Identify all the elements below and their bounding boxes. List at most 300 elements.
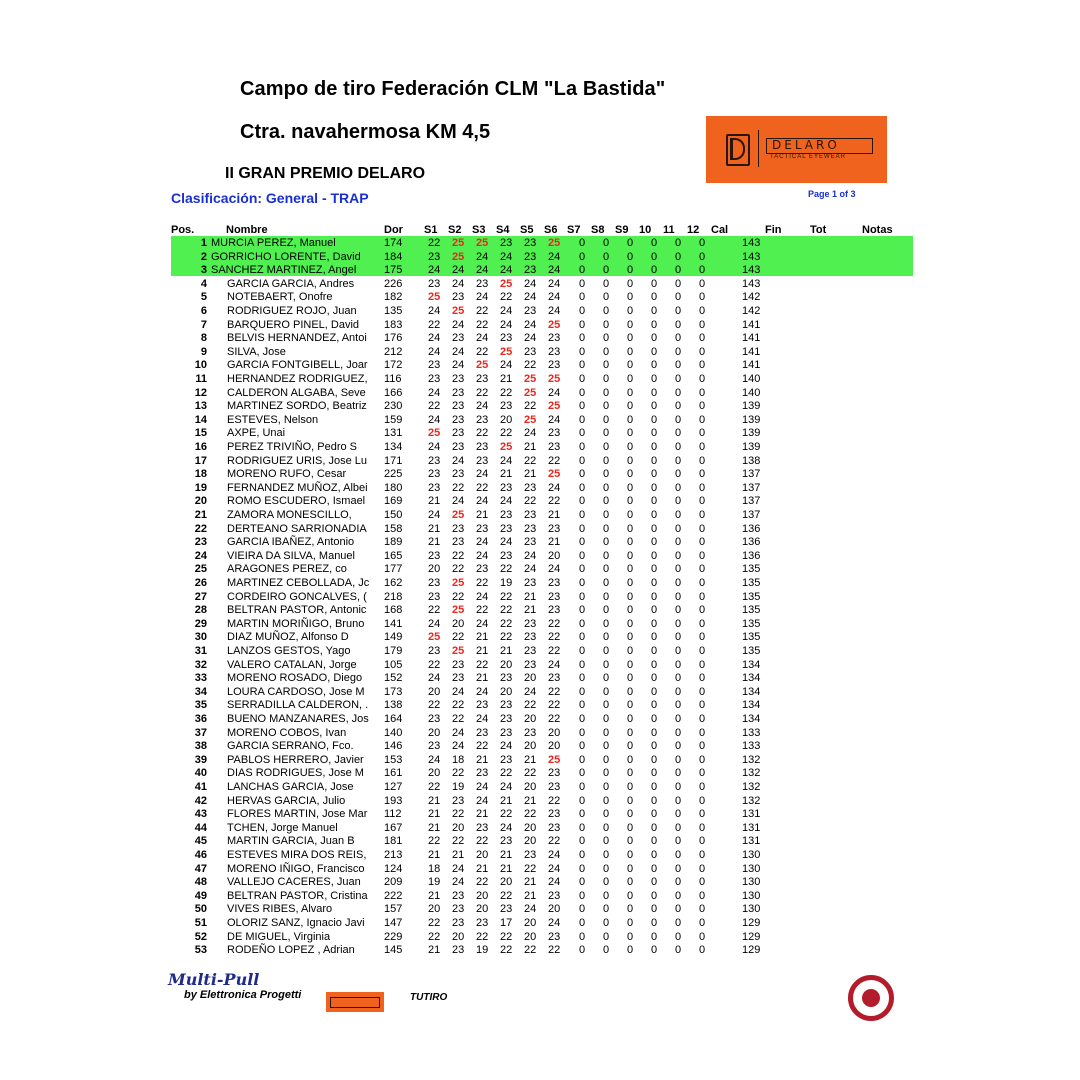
table-row [0,508,1080,522]
series-score: 23 [452,332,465,345]
total-score: 131 [742,808,761,821]
position: 18 [194,468,207,481]
table-row [0,685,1080,699]
multipull-byline: by Elettronica Progetti [184,989,302,1001]
series-score: 22 [548,645,561,657]
series-score: 0 [579,305,586,317]
series-score: 24 [500,359,513,372]
table-row [0,780,1080,794]
series-score: 0 [627,590,634,603]
table-row [0,875,1080,889]
shooter-name: GARCIA FONTGIBELL, Joar [227,359,368,372]
series-score: 23 [476,563,489,576]
bib-number: 182 [384,291,403,304]
series-score: 0 [651,672,658,685]
series-score: 22 [548,713,561,725]
total-score: 136 [742,549,761,562]
series-score: 21 [524,889,537,902]
series-score: 0 [699,549,706,562]
series-score: 24 [524,685,537,698]
column-header: S2 [448,224,462,236]
series-score: 20 [428,685,441,698]
total-score: 131 [742,821,761,834]
series-score: 0 [651,876,658,889]
bib-number: 146 [384,740,403,753]
table-row [0,889,1080,903]
page-number: Page 1 of 3 [808,189,856,199]
series-score: 0 [603,835,610,848]
series-score: 22 [500,808,513,821]
series-score: 0 [579,821,586,834]
series-score: 23 [428,577,441,589]
series-score: 17 [500,917,513,929]
series-score: 20 [500,685,513,698]
series-score: 24 [548,277,561,290]
table-row [0,236,1080,250]
table-row [0,630,1080,644]
column-header: S7 [567,224,581,236]
bib-number: 141 [384,617,403,630]
series-score: 23 [476,413,489,426]
total-score: 136 [742,536,761,549]
series-score: 0 [627,944,634,957]
series-score: 0 [579,332,586,345]
series-score: 23 [524,509,537,521]
series-score: 0 [675,413,682,426]
series-score: 23 [500,726,513,739]
series-score: 0 [603,481,610,494]
series-score: 22 [524,944,537,957]
series-score: 23 [428,373,441,385]
bib-number: 183 [384,318,403,331]
series-score: 0 [627,481,634,494]
shooter-name: BARQUERO PINEL, David [227,318,360,331]
series-score: 24 [452,862,465,875]
series-score: 24 [428,441,441,453]
series-score: 0 [699,536,706,549]
series-score: 0 [675,645,682,657]
series-score: 24 [476,781,489,793]
series-score: 0 [651,713,658,725]
table-row [0,617,1080,631]
series-score: 0 [627,454,634,467]
shooter-name: PABLOS HERRERO, Javier [227,753,364,766]
series-score: 0 [579,563,586,576]
bib-number: 184 [384,250,403,263]
series-score: 0 [675,400,682,413]
series-score: 0 [627,862,634,875]
series-score: 0 [675,699,682,712]
series-score: 0 [699,781,706,793]
series-score: 0 [579,359,586,372]
series-score: 0 [675,889,682,902]
series-score: 0 [579,889,586,902]
series-score: 0 [651,808,658,821]
series-score: 0 [603,400,610,413]
series-score: 24 [476,495,489,508]
series-score: 23 [428,481,441,494]
series-score: 0 [627,876,634,889]
total-score: 133 [742,740,761,753]
total-score: 130 [742,876,761,889]
total-score: 141 [742,332,761,345]
series-score: 23 [524,264,537,277]
series-score: 0 [651,264,658,277]
series-score: 0 [627,794,634,807]
series-score: 0 [627,781,634,793]
series-score: 0 [699,862,706,875]
series-score: 24 [548,849,561,861]
series-score: 22 [428,658,441,671]
series-score: 0 [675,509,682,521]
table-row [0,386,1080,400]
bib-number: 174 [384,237,403,249]
total-score: 137 [742,509,761,521]
series-score: 0 [651,305,658,317]
series-score: 0 [675,726,682,739]
position: 43 [194,808,207,821]
column-header: Dor [384,224,403,236]
series-score: 0 [675,685,682,698]
series-score: 0 [603,645,610,657]
position: 22 [194,522,207,535]
series-score: 20 [548,726,561,739]
shooter-name: RODRIGUEZ ROJO, Juan [227,305,357,317]
series-score: 24 [500,250,513,263]
bib-number: 157 [384,903,403,916]
series-score: 24 [476,332,489,345]
series-score: 22 [452,699,465,712]
series-score: 23 [476,699,489,712]
bib-number: 177 [384,563,403,576]
series-score: 0 [675,332,682,345]
series-score: 0 [675,821,682,834]
logo-brand: DELARO [772,138,840,152]
series-score: 25 [428,291,441,304]
series-score: 24 [524,427,537,440]
series-score: 25 [428,427,441,440]
series-score: 24 [548,876,561,889]
position: 52 [194,930,207,943]
series-score: 0 [651,413,658,426]
series-score: 20 [500,658,513,671]
series-score: 0 [627,332,634,345]
series-score: 0 [699,672,706,685]
series-score: 24 [500,821,513,834]
series-score: 25 [476,359,489,372]
series-score: 24 [452,876,465,889]
table-row [0,277,1080,291]
series-score: 20 [524,917,537,929]
shooter-name: ESTEVES MIRA DOS REIS, [227,849,367,861]
total-score: 143 [742,237,761,249]
series-score: 0 [651,699,658,712]
series-score: 0 [579,468,586,481]
series-score: 23 [428,590,441,603]
column-header: Nombre [226,224,268,236]
series-score: 0 [627,549,634,562]
bib-number: 171 [384,454,403,467]
series-score: 0 [603,808,610,821]
position: 35 [194,699,207,712]
series-score: 0 [603,427,610,440]
series-score: 24 [500,305,513,317]
series-score: 0 [603,930,610,943]
series-score: 24 [548,264,561,277]
position: 24 [194,549,207,562]
series-score: 0 [579,713,586,725]
series-score: 24 [476,549,489,562]
series-score: 0 [603,889,610,902]
series-score: 25 [452,577,465,589]
series-score: 22 [428,917,441,929]
series-score: 23 [452,400,465,413]
series-score: 22 [452,713,465,725]
series-score: 25 [500,345,513,358]
series-score: 21 [476,753,489,766]
series-score: 0 [579,509,586,521]
series-score: 23 [452,917,465,929]
series-score: 0 [603,849,610,861]
series-score: 22 [452,808,465,821]
series-score: 0 [579,794,586,807]
bib-number: 209 [384,876,403,889]
series-score: 0 [675,604,682,617]
series-score: 0 [699,726,706,739]
series-score: 0 [699,794,706,807]
series-score: 0 [627,835,634,848]
series-score: 0 [579,903,586,916]
table-row [0,345,1080,359]
series-score: 0 [627,713,634,725]
bib-number: 168 [384,604,403,617]
series-score: 21 [476,672,489,685]
series-score: 0 [699,277,706,290]
series-score: 23 [476,821,489,834]
series-score: 0 [699,509,706,521]
series-score: 19 [428,876,441,889]
position: 25 [194,563,207,576]
position: 50 [194,903,207,916]
series-score: 0 [699,264,706,277]
series-score: 20 [500,413,513,426]
series-score: 20 [428,563,441,576]
table-row [0,590,1080,604]
total-score: 143 [742,264,761,277]
bib-number: 179 [384,645,403,657]
series-score: 0 [603,563,610,576]
shooter-name: MURCIA PEREZ, Manuel [211,237,336,249]
shooter-name: SERRADILLA CALDERON, . [227,699,369,712]
series-score: 21 [476,862,489,875]
series-score: 0 [675,808,682,821]
shooter-name: LANCHAS GARCIA, Jose [227,781,354,793]
series-score: 21 [428,944,441,957]
bib-number: 181 [384,835,403,848]
series-score: 23 [548,767,561,780]
series-score: 23 [524,481,537,494]
series-score: 23 [500,713,513,725]
total-score: 143 [742,250,761,263]
table-row [0,440,1080,454]
series-score: 20 [524,781,537,793]
series-score: 0 [651,563,658,576]
series-score: 23 [548,441,561,453]
series-score: 23 [452,441,465,453]
series-score: 23 [476,441,489,453]
position: 33 [194,672,207,685]
series-score: 0 [627,645,634,657]
series-score: 23 [452,468,465,481]
series-score: 20 [524,740,537,753]
series-score: 23 [500,903,513,916]
series-score: 0 [651,645,658,657]
series-score: 0 [675,577,682,589]
table-row [0,807,1080,821]
series-score: 0 [579,917,586,929]
table-row [0,358,1080,372]
series-score: 23 [524,631,537,644]
shooter-name: OLORIZ SANZ, Ignacio Javi [227,917,365,929]
series-score: 0 [627,740,634,753]
bib-number: 173 [384,685,403,698]
series-score: 0 [699,373,706,385]
series-score: 0 [699,740,706,753]
position: 46 [194,849,207,861]
table-row [0,535,1080,549]
shooter-name: GARCIA IBAÑEZ, Antonio [227,536,355,549]
bib-number: 116 [384,373,402,385]
series-score: 20 [428,767,441,780]
series-score: 0 [699,821,706,834]
shooter-name: MARTINEZ CEBOLLADA, Jc [227,577,370,589]
series-score: 0 [603,862,610,875]
series-score: 22 [548,794,561,807]
series-score: 0 [627,726,634,739]
series-score: 0 [675,549,682,562]
table-row [0,467,1080,481]
series-score: 0 [603,305,610,317]
bib-number: 149 [384,631,403,644]
position: 28 [194,604,207,617]
table-row [0,916,1080,930]
table-row [0,331,1080,345]
series-score: 0 [579,413,586,426]
column-header: Fin [765,224,782,236]
series-score: 21 [548,536,561,549]
series-score: 20 [548,740,561,753]
table-row [0,454,1080,468]
series-score: 23 [548,808,561,821]
series-score: 21 [476,631,489,644]
series-score: 23 [452,794,465,807]
total-score: 130 [742,849,761,861]
series-score: 0 [651,318,658,331]
series-score: 22 [548,835,561,848]
series-score: 0 [675,930,682,943]
position: 47 [194,862,207,875]
series-score: 18 [452,753,465,766]
series-score: 0 [603,250,610,263]
series-score: 22 [500,631,513,644]
series-score: 0 [675,944,682,957]
bib-number: 152 [384,672,403,685]
series-score: 0 [699,590,706,603]
series-score: 22 [452,590,465,603]
position: 27 [194,590,207,603]
shooter-name: VIVES RIBES, Alvaro [227,903,333,916]
series-score: 22 [476,740,489,753]
total-score: 132 [742,767,761,780]
series-score: 22 [500,590,513,603]
series-score: 0 [675,590,682,603]
total-score: 130 [742,903,761,916]
column-header: S8 [591,224,605,236]
position: 15 [194,427,207,440]
series-score: 0 [675,522,682,535]
series-score: 0 [603,821,610,834]
table-row [0,943,1080,957]
series-score: 0 [627,767,634,780]
series-score: 23 [548,427,561,440]
table-row [0,318,1080,332]
bib-number: 180 [384,481,403,494]
series-score: 22 [548,944,561,957]
series-score: 0 [675,767,682,780]
series-score: 0 [699,617,706,630]
table-row [0,848,1080,862]
logo-tagline: TACTICAL EYEWEAR [770,154,847,160]
series-score: 22 [524,454,537,467]
series-score: 22 [452,767,465,780]
series-score: 0 [699,468,706,481]
shooter-name: DIAZ MUÑOZ, Alfonso D [227,631,349,644]
series-score: 21 [524,604,537,617]
table-row [0,263,1080,277]
series-score: 22 [476,386,489,399]
federation-seal-icon [848,975,894,1021]
total-score: 134 [742,713,761,725]
position: 12 [194,386,207,399]
total-score: 140 [742,386,761,399]
series-score: 0 [579,250,586,263]
series-score: 25 [452,604,465,617]
column-header: S4 [496,224,510,236]
total-score: 129 [742,944,761,957]
total-score: 142 [742,305,761,317]
series-score: 0 [579,345,586,358]
series-score: 21 [428,536,441,549]
series-score: 0 [603,318,610,331]
series-score: 24 [452,454,465,467]
series-score: 0 [603,345,610,358]
column-header: Notas [862,224,893,236]
shooter-name: FERNANDEZ MUÑOZ, Albei [227,481,368,494]
series-score: 23 [476,277,489,290]
series-score: 23 [428,277,441,290]
series-score: 0 [651,291,658,304]
series-score: 22 [524,400,537,413]
bib-number: 150 [384,509,403,521]
series-score: 23 [500,237,513,249]
series-score: 0 [675,862,682,875]
position: 7 [200,318,207,331]
series-score: 20 [452,821,465,834]
table-row [0,481,1080,495]
series-score: 24 [524,277,537,290]
position: 5 [200,291,207,304]
series-score: 22 [452,481,465,494]
